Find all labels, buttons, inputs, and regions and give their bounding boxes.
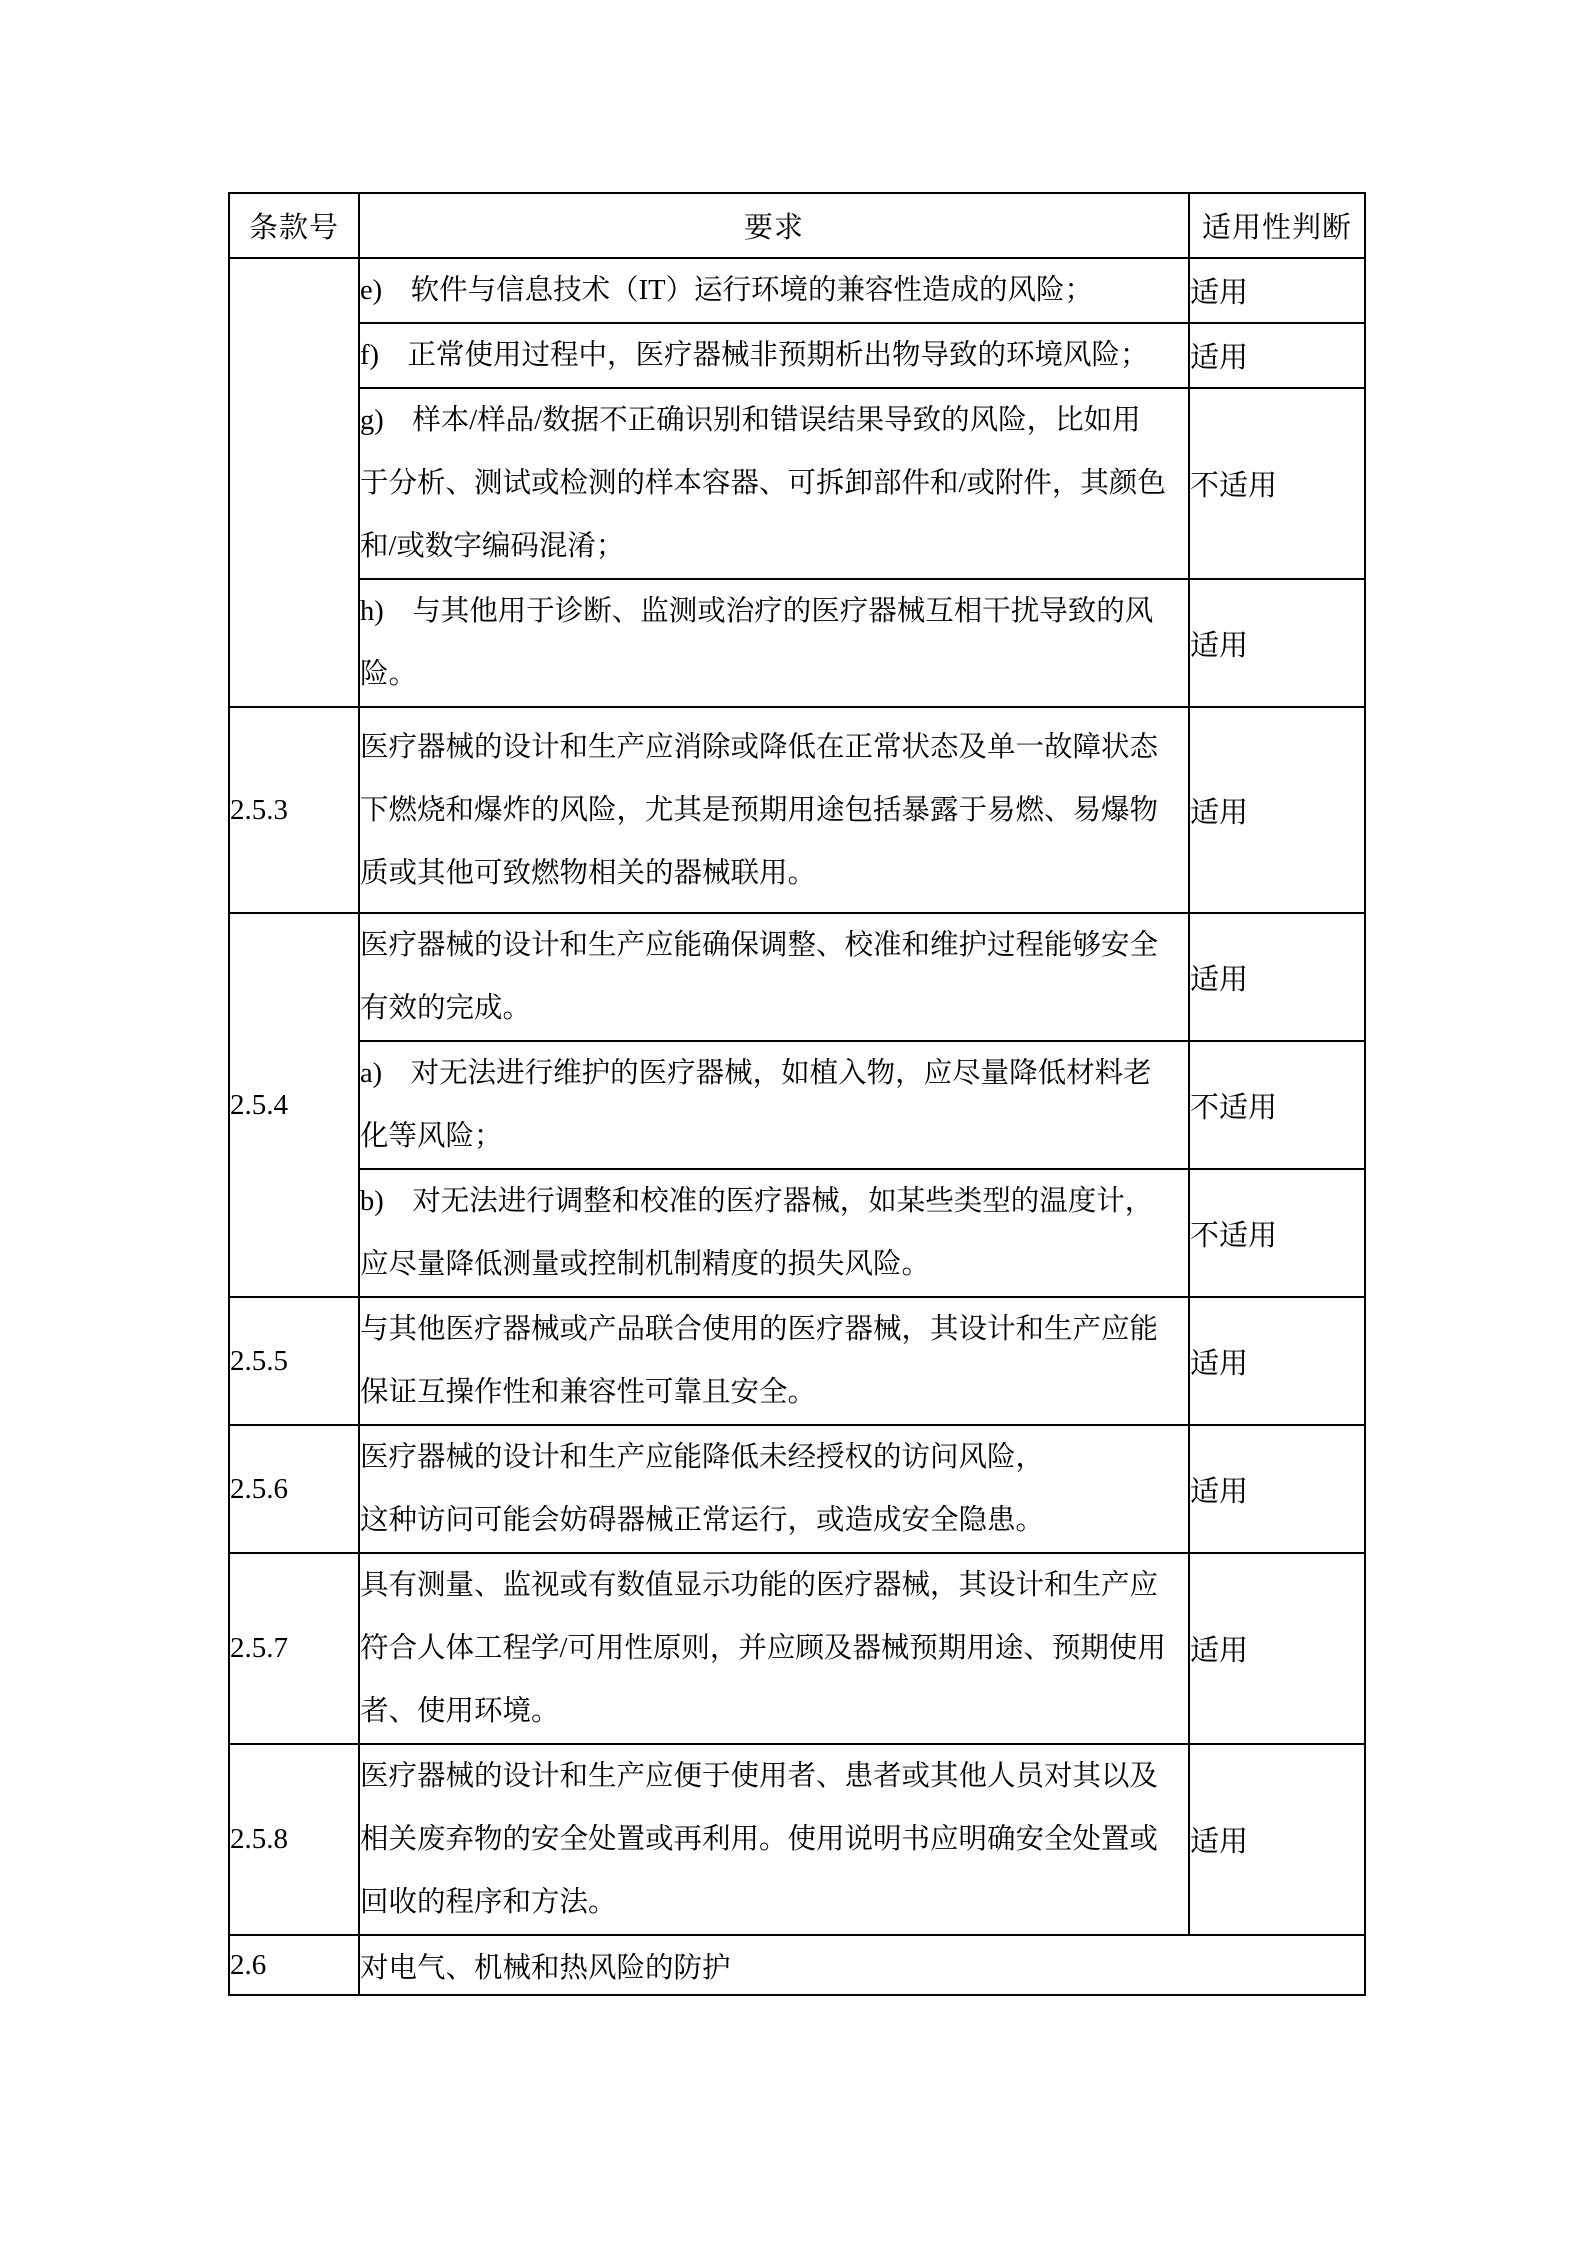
applicability-cell: 适用 <box>1189 1425 1365 1553</box>
requirement-cell <box>359 1169 1189 1297</box>
requirement-cell <box>359 913 1189 1041</box>
table-row <box>229 1744 1365 1935</box>
requirement-line: 医疗器械的设计和生产应能降低未经授权的访问风险， <box>360 1442 1045 1473</box>
requirement-cell-merged: 对电气、机械和热风险的防护 <box>359 1935 1365 1995</box>
requirement-cell <box>359 1041 1189 1169</box>
applicability-cell: 适用 <box>1189 1744 1365 1935</box>
applicability-cell: 适用 <box>1189 1553 1365 1744</box>
clause-number: 2.5.8 <box>229 1744 359 1935</box>
table-row <box>229 323 1365 388</box>
requirement-cell <box>359 258 1189 323</box>
table-header-row <box>229 193 1365 258</box>
clause-number: 2.5.5 <box>229 1297 359 1425</box>
table-row <box>229 258 1365 323</box>
requirement-cell <box>359 388 1189 579</box>
requirement-line: 与其他医疗器械或产品联合使用的医疗器械，其设计和生产应能 <box>360 1314 1159 1345</box>
requirement-line: 应尽量降低测量或控制机制精度的损失风险。 <box>360 1249 931 1280</box>
table-row <box>229 1041 1365 1169</box>
requirement-line: 有效的完成。 <box>360 993 532 1024</box>
applicability-cell: 不适用 <box>1189 388 1365 579</box>
requirement-line: 下燃烧和爆炸的风险，尤其是预期用途包括暴露于易燃、易爆物 <box>360 794 1159 826</box>
requirement-line: 保证互操作性和兼容性可靠且安全。 <box>360 1377 817 1408</box>
requirement-line: 险。 <box>360 659 418 690</box>
table-row <box>229 1169 1365 1297</box>
table-row <box>229 388 1365 579</box>
requirement-line: 医疗器械的设计和生产应能确保调整、校准和维护过程能够安全 <box>360 930 1159 961</box>
requirement-cell <box>359 1744 1189 1935</box>
requirement-line: 医疗器械的设计和生产应消除或降低在正常状态及单一故障状态 <box>360 731 1159 763</box>
table-row <box>229 707 1365 913</box>
requirement-line: 医疗器械的设计和生产应便于使用者、患者或其他人员对其以及 <box>360 1761 1159 1792</box>
applicability-cell: 适用 <box>1189 323 1365 388</box>
clause-number: 2.5.7 <box>229 1553 359 1744</box>
requirement-line: 化等风险； <box>360 1121 503 1152</box>
requirement-cell <box>359 1297 1189 1425</box>
requirement-line: a) 对无法进行维护的医疗器械，如植入物，应尽量降低材料老 <box>360 1058 1152 1089</box>
applicability-cell: 适用 <box>1189 707 1365 913</box>
table-row <box>229 913 1365 1041</box>
requirement-line: 于分析、测试或检测的样本容器、可拆卸部件和/或附件，其颜色 <box>360 468 1166 499</box>
requirement-line: 质或其他可致燃物相关的器械联用。 <box>360 857 817 889</box>
clause-number: 2.6 <box>229 1935 359 1995</box>
requirement-line: 具有测量、监视或有数值显示功能的医疗器械，其设计和生产应 <box>360 1570 1159 1601</box>
requirement-line: 这种访问可能会妨碍器械正常运行，或造成安全隐患。 <box>360 1505 1045 1536</box>
requirement-cell <box>359 579 1189 707</box>
clause-number: 2.5.4 <box>229 913 359 1297</box>
clause-cell-empty <box>229 258 359 707</box>
header-requirement: 要求 <box>359 193 1189 258</box>
applicability-cell: 适用 <box>1189 258 1365 323</box>
applicability-table <box>228 192 1366 1996</box>
applicability-cell: 适用 <box>1189 913 1365 1041</box>
table-row <box>229 1553 1365 1744</box>
table-row <box>229 579 1365 707</box>
requirement-cell <box>359 1425 1189 1553</box>
requirement-line: 和/或数字编码混淆； <box>360 531 625 562</box>
header-clause: 条款号 <box>229 193 359 258</box>
applicability-cell: 不适用 <box>1189 1169 1365 1297</box>
clause-number: 2.5.3 <box>229 707 359 913</box>
requirement-line: f) 正常使用过程中，医疗器械非预期析出物导致的环境风险； <box>360 340 1149 371</box>
requirement-line: b) 对无法进行调整和校准的医疗器械，如某些类型的温度计， <box>360 1186 1154 1217</box>
header-applicability: 适用性判断 <box>1189 193 1365 258</box>
requirement-cell <box>359 1553 1189 1744</box>
table-row <box>229 1425 1365 1553</box>
requirement-line: 回收的程序和方法。 <box>360 1887 617 1918</box>
applicability-cell: 不适用 <box>1189 1041 1365 1169</box>
requirement-line: 符合人体工程学/可用性原则，并应顾及器械预期用途、预期使用 <box>360 1633 1166 1664</box>
requirement-line: 相关废弃物的安全处置或再利用。使用说明书应明确安全处置或 <box>360 1824 1159 1855</box>
requirement-line: g) 样本/样品/数据不正确识别和错误结果导致的风险，比如用 <box>360 405 1141 436</box>
clause-number: 2.5.6 <box>229 1425 359 1553</box>
requirement-cell <box>359 707 1189 913</box>
applicability-cell: 适用 <box>1189 1297 1365 1425</box>
requirement-line: e) 软件与信息技术（IT）运行环境的兼容性造成的风险； <box>360 275 1094 306</box>
requirement-line: h) 与其他用于诊断、监测或治疗的医疗器械互相干扰导致的风 <box>360 596 1154 627</box>
table-row <box>229 1297 1365 1425</box>
requirement-cell <box>359 323 1189 388</box>
table-row <box>229 1935 1365 1995</box>
requirement-line: 者、使用环境。 <box>360 1696 560 1727</box>
applicability-cell: 适用 <box>1189 579 1365 707</box>
